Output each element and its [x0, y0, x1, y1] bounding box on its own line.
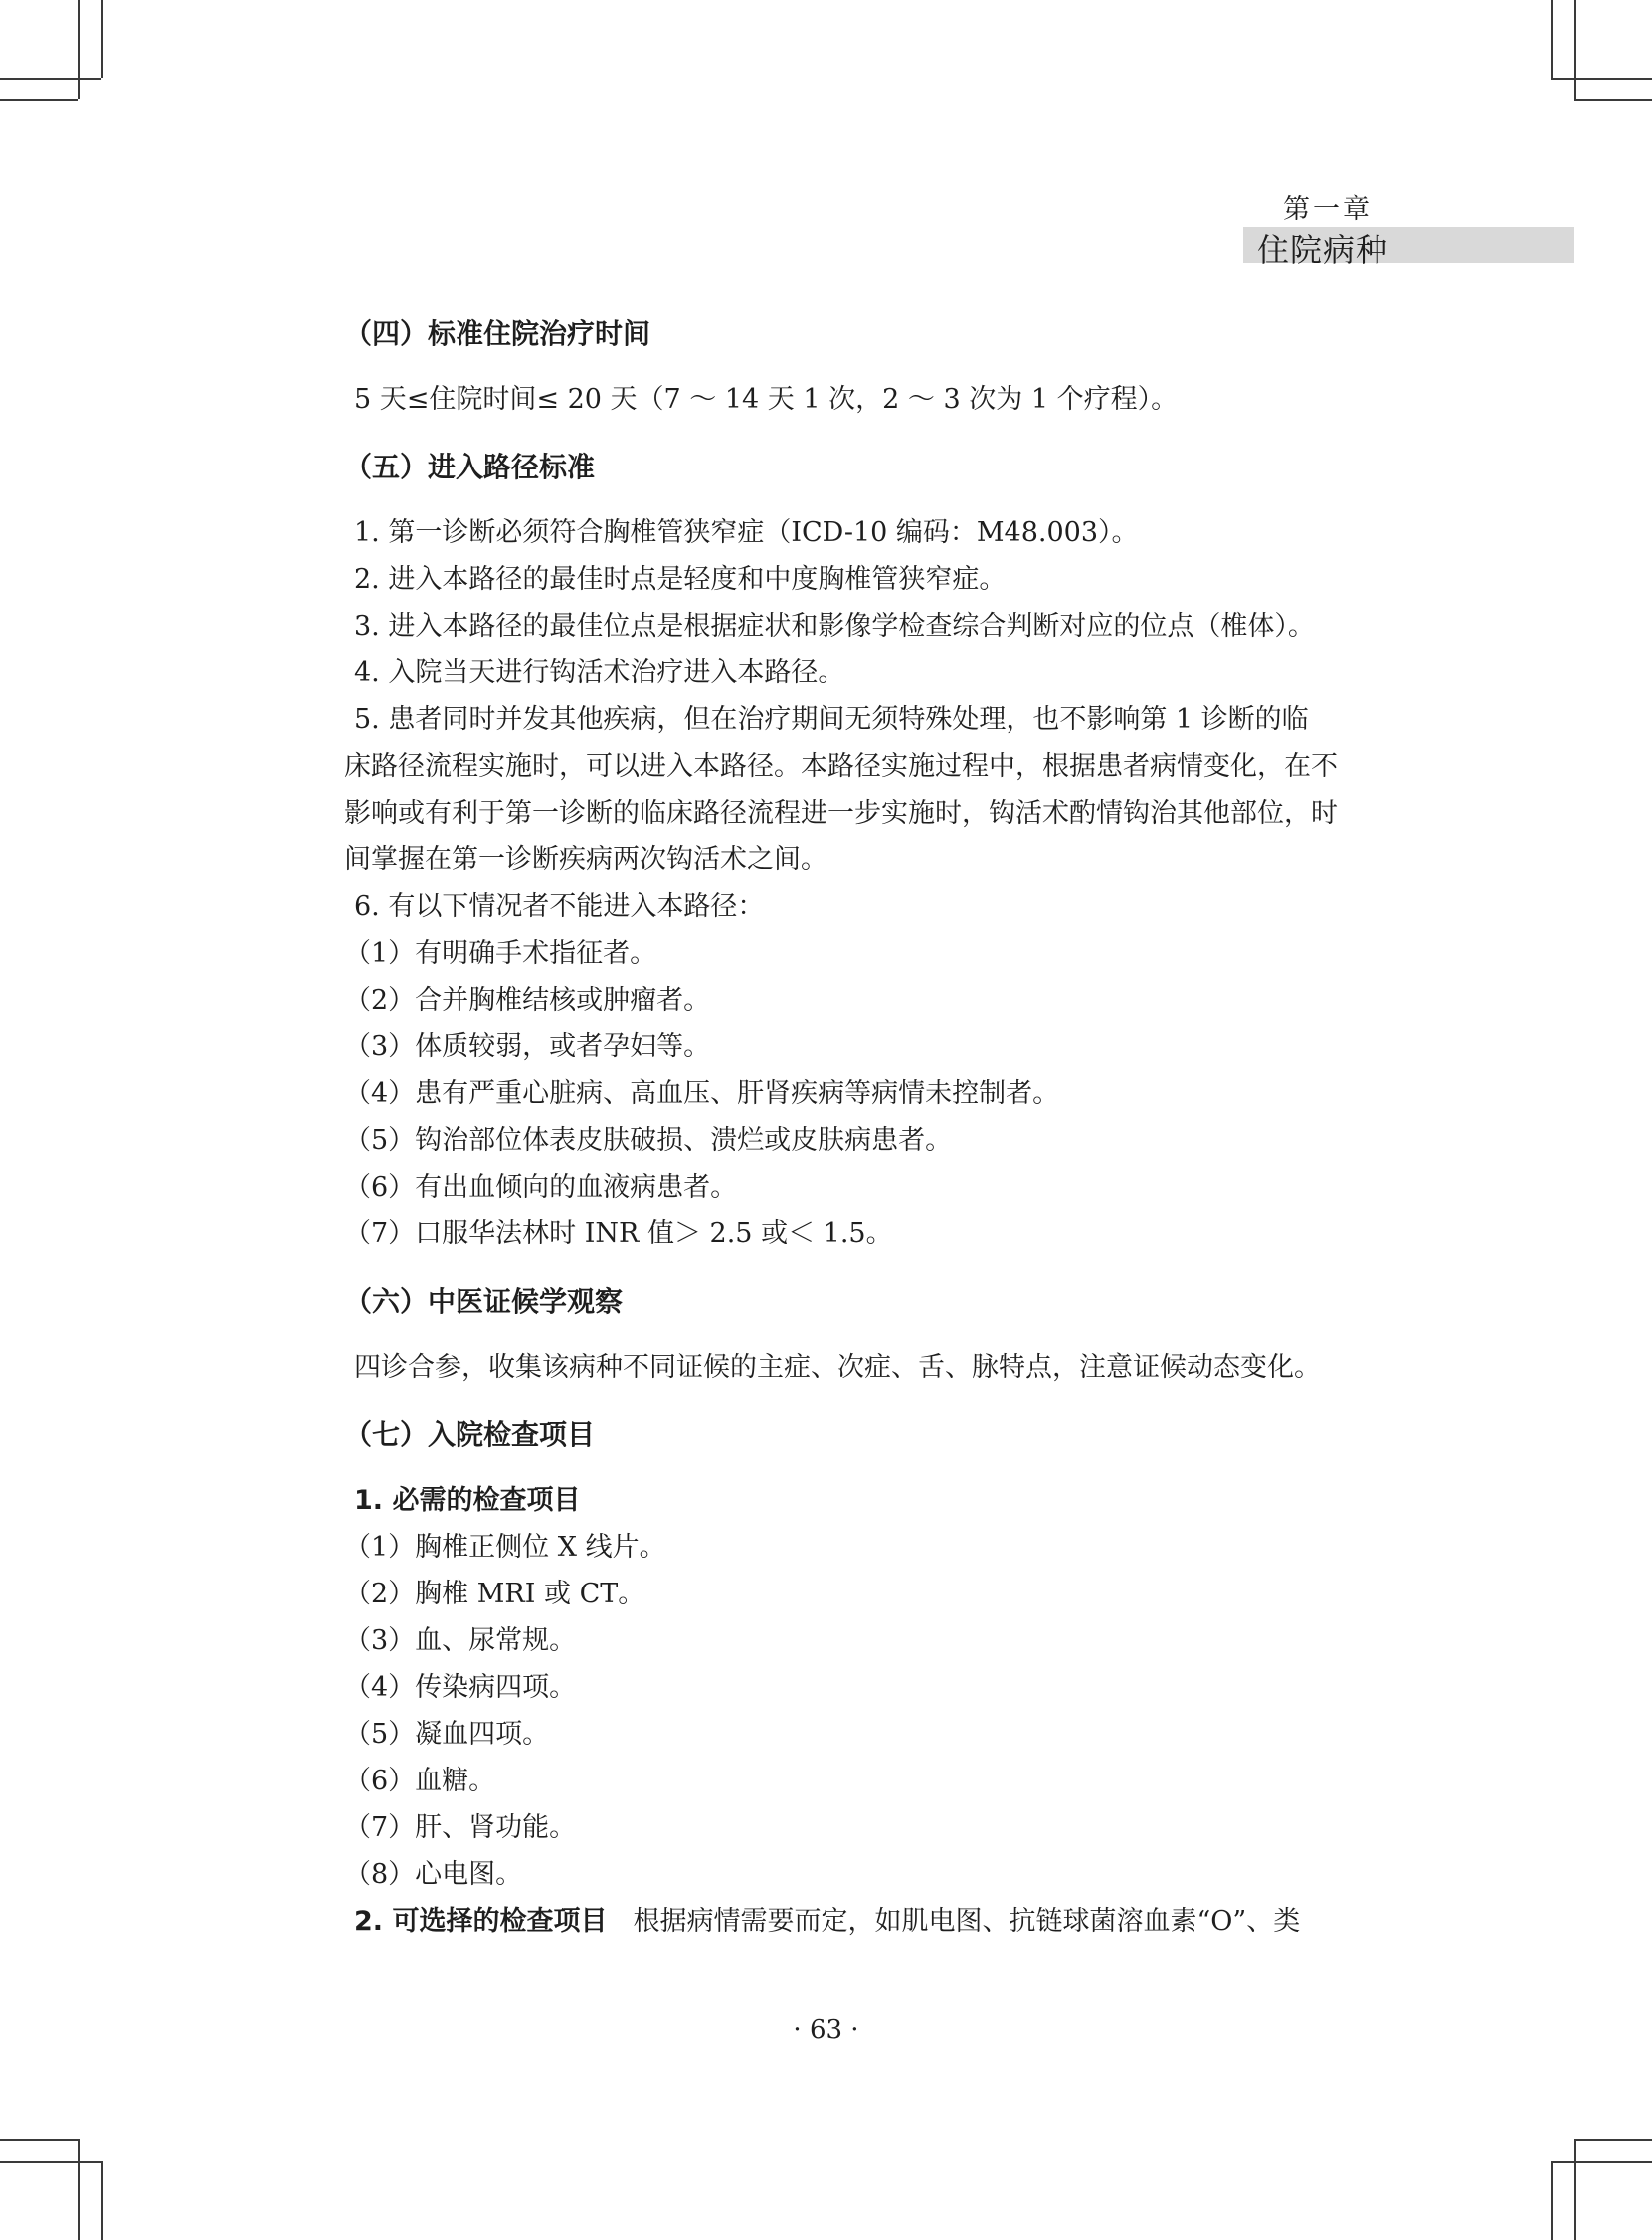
exclusion-item: （4）患有严重心脏病、高血压、肝肾疾病等病情未控制者。: [344, 1078, 1060, 1109]
subheading-required: 1. 必需的检查项目: [354, 1485, 581, 1516]
paragraph-line: 床路径流程实施时，可以进入本路径。本路径实施过程中，根据患者病情变化，在不: [344, 751, 1338, 782]
optional-text: 根据病情需要而定，如肌电图、抗链球菌溶血素“O”、类: [633, 1906, 1301, 1937]
crop-mark: [101, 0, 103, 78]
heading-sec4: （四）标准住院治疗时间: [344, 317, 651, 350]
check-item: （6）血糖。: [344, 1766, 496, 1796]
exclusion-item: （3）体质较弱，或者孕妇等。: [344, 1031, 711, 1062]
crop-mark: [0, 99, 78, 101]
crop-mark: [1574, 99, 1652, 101]
exclusion-item: （6）有出血倾向的血液病患者。: [344, 1172, 738, 1203]
crop-mark: [0, 78, 101, 80]
subheading-optional: 2. 可选择的检查项目: [354, 1906, 608, 1937]
check-item: （5）凝血四项。: [344, 1719, 550, 1750]
crop-mark: [78, 2139, 80, 2240]
list-item: 2. 进入本路径的最佳时点是轻度和中度胸椎管狭窄症。: [354, 564, 1007, 595]
crop-mark: [0, 2139, 78, 2141]
check-item: （3）血、尿常规。: [344, 1625, 577, 1656]
crop-mark: [1574, 2139, 1652, 2141]
crop-mark: [1574, 0, 1576, 99]
list-item: 6. 有以下情况者不能进入本路径：: [354, 891, 765, 922]
check-item: （2）胸椎 MRI 或 CT。: [344, 1579, 645, 1609]
heading-sec5: （五）进入路径标准: [344, 451, 596, 483]
check-item: （7）肝、肾功能。: [344, 1812, 577, 1843]
check-item: （8）心电图。: [344, 1859, 523, 1890]
exclusion-item: （5）钩治部位体表皮肤破损、溃烂或皮肤病患者。: [344, 1125, 953, 1156]
paragraph-line: 影响或有利于第一诊断的临床路径流程进一步实施时，钩活术酌情钩治其他部位，时: [344, 798, 1338, 829]
list-item: 3. 进入本路径的最佳位点是根据症状和影像学检查综合判断对应的位点（椎体）。: [354, 611, 1315, 642]
optional-line: [344, 1898, 1393, 1945]
exclusion-item: （2）合并胸椎结核或肿瘤者。: [344, 985, 711, 1016]
exclusion-item: （1）有明确手术指征者。: [344, 938, 657, 969]
sec6-text: 四诊合参，收集该病种不同证候的主症、次症、舌、脉特点，注意证候动态变化。: [354, 1352, 1321, 1383]
chapter-label: 第一章: [1283, 194, 1373, 225]
heading-sec6: （六）中医证候学观察: [344, 1285, 624, 1318]
crop-mark: [1551, 2161, 1652, 2163]
crop-mark: [0, 2161, 101, 2163]
sec4-text: 5 天≤住院时间≤ 20 天（7 ～ 14 天 1 次，2 ～ 3 次为 1 个疗程）。: [354, 384, 1179, 415]
crop-mark: [1551, 78, 1652, 80]
crop-mark: [1574, 2139, 1576, 2240]
crop-mark: [78, 0, 80, 99]
section-banner: [1243, 227, 1574, 269]
check-item: （1）胸椎正侧位 X 线片。: [344, 1532, 666, 1563]
paragraph-line: 5. 患者同时并发其他疾病，但在治疗期间无须特殊处理，也不影响第 1 诊断的临: [354, 704, 1309, 735]
list-item: 4. 入院当天进行钩活术治疗进入本路径。: [354, 657, 845, 688]
paragraph-line: 间掌握在第一诊断疾病两次钩活术之间。: [344, 844, 827, 875]
crop-mark: [1551, 2161, 1553, 2240]
check-item: （4）传染病四项。: [344, 1672, 577, 1703]
page-number: · 63 ·: [793, 2015, 859, 2045]
crop-mark: [101, 2161, 103, 2240]
crop-mark: [1551, 0, 1553, 78]
section-label: 住院病种: [1257, 231, 1389, 269]
exclusion-item: （7）口服华法林时 INR 值＞ 2.5 或＜ 1.5。: [344, 1218, 893, 1249]
heading-sec7: （七）入院检查项目: [344, 1418, 596, 1451]
page-content: [344, 310, 1393, 1945]
list-item: 1. 第一诊断必须符合胸椎管狭窄症（ICD-10 编码：M48.003）。: [354, 517, 1139, 548]
